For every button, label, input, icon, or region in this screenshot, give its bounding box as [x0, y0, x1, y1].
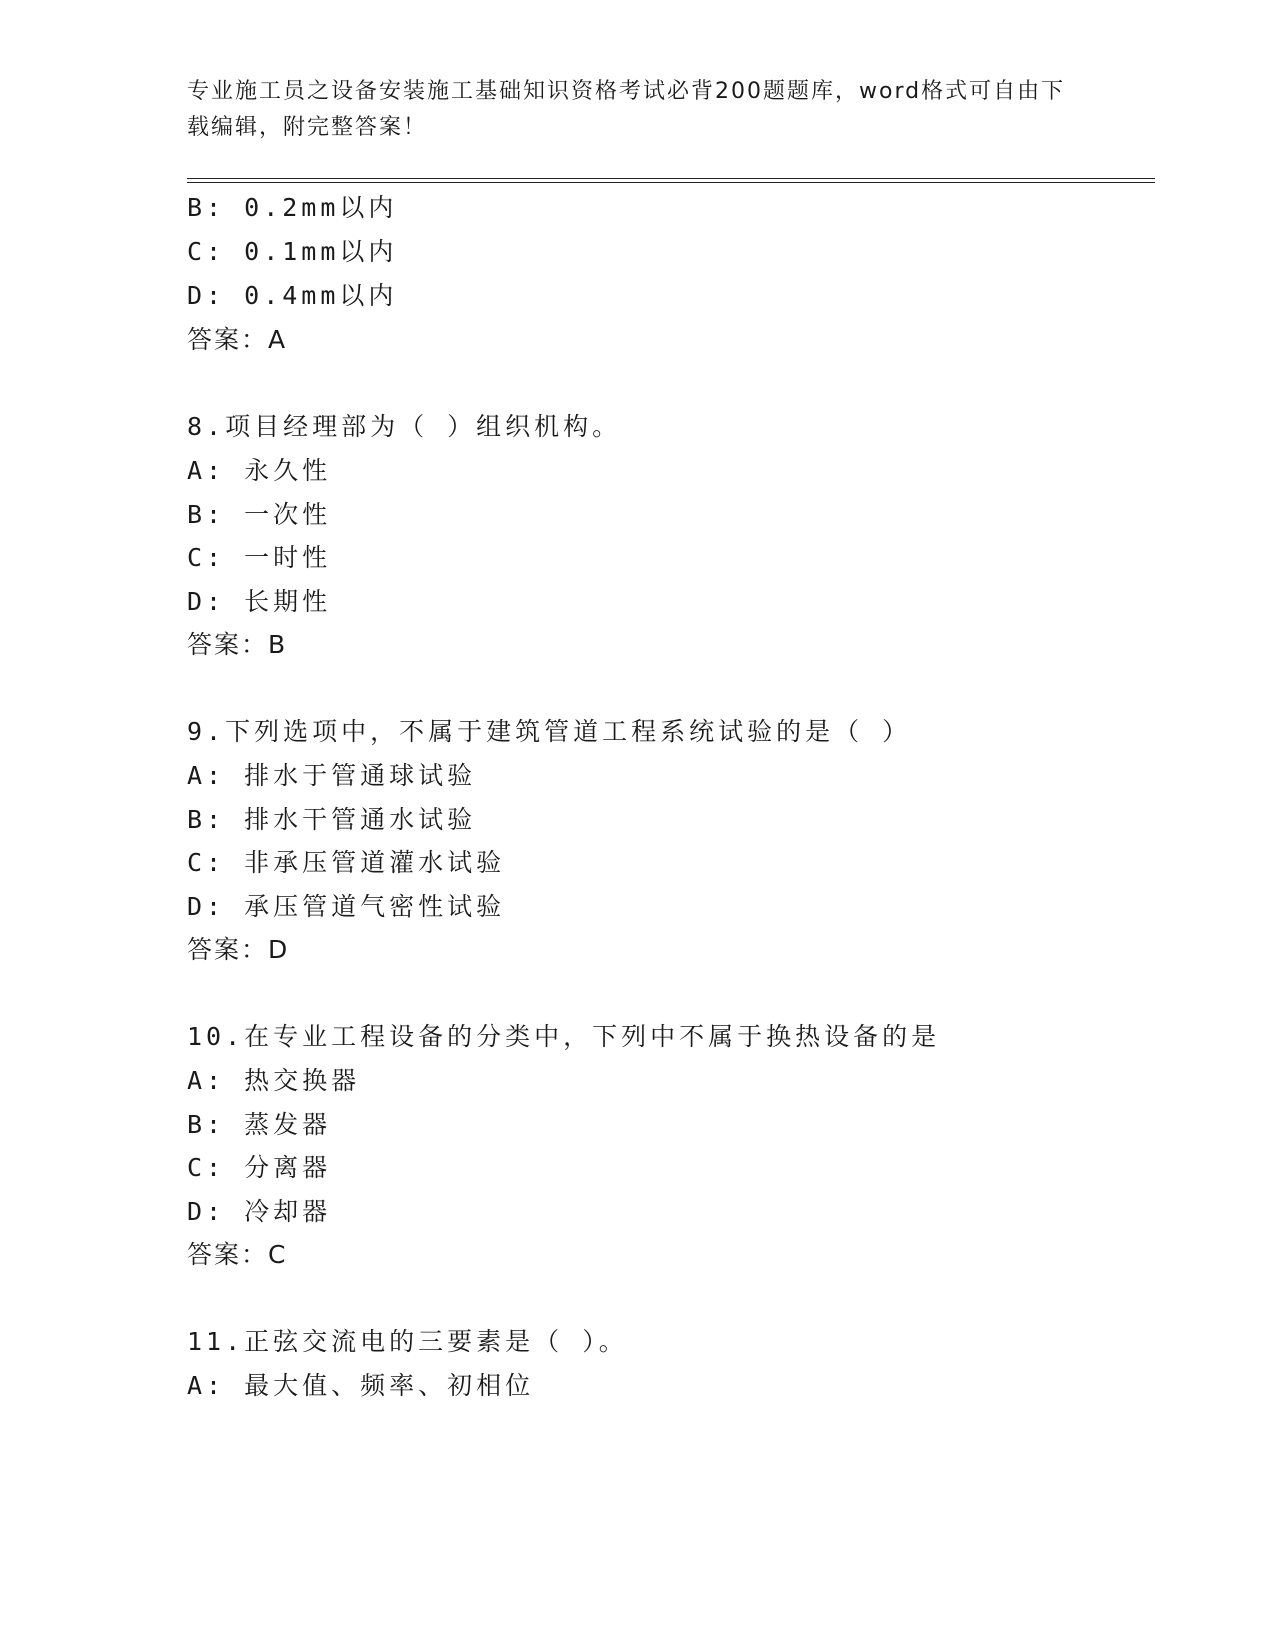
question-9-option-d: D: 承压管道气密性试验	[187, 892, 506, 921]
document-header: 专业施工员之设备安装施工基础知识资格考试必背200题题库，word格式可自由下载编辑，附完整答案！	[187, 79, 1066, 140]
question-8: 8.项目经理部为（ ）组织机构。	[187, 412, 622, 441]
question-8-answer: 答案：B	[187, 630, 288, 659]
question-9-option-a: A: 排水于管通球试验	[187, 761, 477, 790]
question-8-option-b: B: 一次性	[187, 500, 332, 529]
question-10-answer: 答案：C	[187, 1240, 288, 1269]
answer-line: 答案：A	[187, 325, 288, 354]
question-11: 11.正弦交流电的三要素是（ ）。	[187, 1327, 628, 1356]
question-9-answer: 答案：D	[187, 935, 290, 964]
question-8-option-a: A: 永久性	[187, 456, 332, 485]
question-10-option-b: B: 蒸发器	[187, 1110, 332, 1139]
header-rule-top	[187, 178, 1155, 179]
option-b-line: B: 0.2mm以内	[187, 193, 398, 222]
question-9: 9.下列选项中，不属于建筑管道工程系统试验的是（ ）	[187, 717, 912, 746]
question-8-option-d: D: 长期性	[187, 587, 332, 616]
question-10: 10.在专业工程设备的分类中，下列中不属于换热设备的是	[187, 1022, 941, 1051]
question-8-option-c: C: 一时性	[187, 543, 332, 572]
question-10-option-a: A: 热交换器	[187, 1066, 361, 1095]
option-c-line: C: 0.1mm以内	[187, 237, 398, 266]
option-d-line: D: 0.4mm以内	[187, 281, 398, 310]
question-11-option-a: A: 最大值、频率、初相位	[187, 1371, 535, 1400]
question-9-option-c: C: 非承压管道灌水试验	[187, 848, 506, 877]
question-9-option-b: B: 排水干管通水试验	[187, 805, 477, 834]
question-10-option-d: D: 冷却器	[187, 1197, 332, 1226]
header-rule-bottom	[187, 182, 1155, 183]
question-10-option-c: C: 分离器	[187, 1153, 332, 1182]
